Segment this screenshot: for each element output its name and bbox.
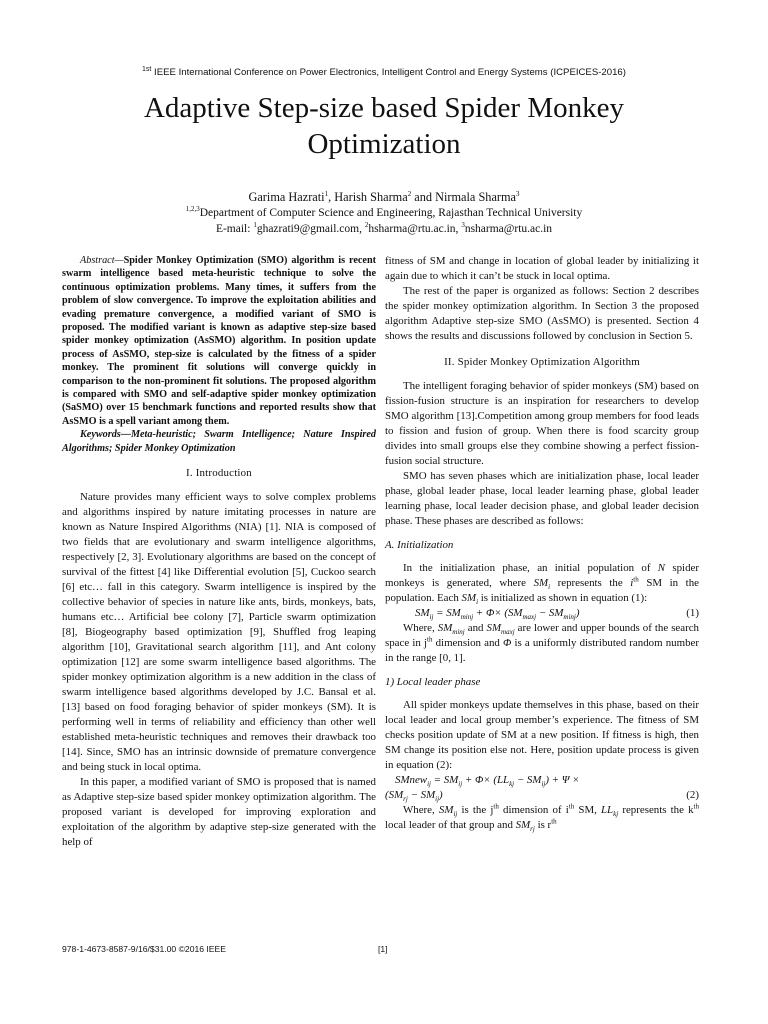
author-1: Garima Hazrati [248,190,325,204]
ll-kj-symbol: $LL_{kj}$ [601,804,619,819]
where-text: dimension and [432,637,504,649]
init-text: represents the [550,577,631,589]
intro-paragraph-1: Nature provides many efficient ways to solve complex problems and algorithms inspired by nature imitating processes in nature are known as Nature Inspired Algorithms (NIA) [1]. NIA is composed of two fields that are evolutionary and swarm intelligence algorithms, respectively [2, 3]. Evolutionary algorithms are based on the concept of survival of the fittest [4] like Differential evolution [5], Cuckoo search [6] etc… fall in this category. Swarm intelligence is inspired by the collective behavior of species in nature like ants, birds, monkeys, bats, humans etc… Artificial bee colony [7], Particle swarm optimization [8], Biogeography based optimization [9], Shuffled frog leaping algorithm [10], Gravitational search algorithm [11], and Ant colony optimization [12] are some swarm intelligence based algorithms. The spider monkey optimization algorithm is a new addition in the class of swarm intelligence based algorithms developed by J.C. Bansal et al. [13] based on food foraging behavior of spider monkeys (SM). It is performing well in terms of reliability and efficiency than other well established meta-heuristic techniques and removes their drawback too [14]. Since, SMO has an intrinsic downside of premature convergence and being stuck in local optima. [62,491,376,774]
affiliation-text: Department of Computer Science and Engineering, Rajasthan Technical University [199,207,583,219]
sm-max-symbol: $SM_{maxj}$ [486,622,515,637]
where-2-paragraph [385,803,699,833]
where-text: and [464,622,487,634]
author-1-sup: 1 [324,189,329,198]
where-text: dimension of i [498,804,569,816]
equation-2-line-2 [385,788,699,803]
author-3: Nirmala Sharma [435,190,517,204]
paper-title: Adaptive Step-size based Spider Monkey Optimization [143,92,624,160]
footer-isbn: 978-1-4673-8587-9/16/$31.00 ©2016 IEEE [62,944,227,954]
init-text: In the initialization phase, an initial population of [403,562,658,574]
subsection-a-heading: A. Initialization [385,539,454,551]
equation-2-number: (2) [686,789,699,801]
sm-ij-symbol: $SM_{ij}$ [438,804,458,819]
equation-2-formula: $(SM_{rj} - SM_{ij})$ [385,789,443,804]
where-1-paragraph [385,621,699,666]
smo-paragraph-1: The intelligent foraging behavior of spider monkeys (SM) based on fission-fusion structure is an inspiration for researchers to develop SMO algorithm [13].Competition among group members for food leads to fission and fusion of group. When there is food scarcity group divides into small groups else they combine showing a perfect fission-fusion social structure. [385,380,699,467]
email-label: E-mail: [215,223,254,235]
conference-ordinal-suffix: st [145,65,152,73]
section-2-heading: II. Spider Monkey Optimization Algorithm [444,356,640,368]
affiliation-sup: 1,2,3 [185,205,200,214]
email-line [0,223,768,235]
sm-rj-symbol: $SM_{rj}$ [515,819,535,834]
local-leader-paragraph: All spider monkeys update themselves in this phase, based on their local leader and local group member’s experience. The fitness of SM checks position update of SM at a new position. If fitness is high, then SM change its position else not. Here, position update process is given in equation (2): [385,699,699,771]
left-column [62,254,376,850]
author-2-sup: 2 [407,189,412,198]
init-text: is initialized as shown in equation (1): [478,592,648,604]
author-list [0,190,768,205]
equation-1-formula: $SM_{ij} = SM_{minj} + \Phi\times (SM_{maxj} - SM_{minj})$ [415,607,580,622]
where-text: SM, [574,804,601,816]
abstract [62,254,376,428]
abstract-lead: Abstract [80,255,115,266]
right-column [385,254,699,833]
init-N: N [657,562,666,574]
author-separator: , [328,190,335,204]
email-1-sup: 1 [253,221,257,230]
intro-paragraph-2: In this paper, a modified variant of SMO is proposed that is named as Adaptive step-size based spider monkey optimization algorithm. The proposed variant is developed for improving exploration and exploitation of the algorithm by adaptive step-size generated with the help of [62,776,376,849]
author-separator: and [411,190,436,204]
init-text: spider monkeys is generated, where [385,562,699,589]
author-3-sup: 3 [516,189,520,198]
where-th: th [568,802,575,811]
where-th: th [427,635,433,644]
email-1[interactable]: ghazrati9@gmail.com, [256,223,365,235]
footer-page-number: [1] [378,944,388,954]
abstract-body: Spider Monkey Optimization (SMO) algorithm is recent swarm intelligence based meta-heuristic technique to solve the continuous optimization problems. Many times, it suffers from the problem of slow convergence. To improve the exploitation abilities and evading premature convergence, a modified variant of SMO is proposed. The modified variant is known as adaptive step-size based spider monkey optimization (AsSMO) algorithm. In position update process of AsSMO, step-size is calculated by the fitness of a spider monkey. The prominent fit solutions will converge quickly in comparison to the non-prominent fit solutions. The proposed algorithm is compared with SMO and self-adaptive spider monkey optimization (SaSMO) over 15 benchmark functions and reported results show that AsSMO is a spell variant among them. [62,255,376,427]
email-2-sup: 2 [364,221,369,230]
where-th: th [693,802,699,811]
where-text: is r [534,819,552,831]
subsection-1-heading: 1) Local leader phase [385,676,481,688]
conference-header [0,67,768,78]
equation-2-line-1: SMnew$_{ij}$ = $SM_{ij} + \Phi\times (LL_{kj} - SM_{ij}) + \Psi$ × [395,774,580,789]
phi-symbol: Φ [503,637,512,649]
where-text: is the j [457,804,494,816]
sm-i-symbol: $SM_i$ [533,577,551,592]
conference-ordinal-num: 1 [142,65,146,73]
abstract-dash: — [114,255,124,266]
intro-continuation: fitness of SM and change in location of global leader by initializing it again due to which it can’t be stuck in local optima. [385,255,699,282]
init-text: SM in the population. Each [385,577,699,604]
where-text: is a uniformly distributed random number in the range [0, 1]. [385,637,699,664]
where-th: th [493,802,499,811]
where-text: Where, [403,804,439,816]
section-1-heading: I. Introduction [186,467,252,480]
equation-1 [385,606,699,621]
email-3-sup: 3 [461,221,465,230]
where-text: Where, [403,622,438,634]
sm-min-symbol: $SM_{minj}$ [437,622,465,637]
keywords: Keywords—Meta-heuristic; Swarm Intelligence; Nature Inspired Algorithms; Spider Monkey Optimization [62,429,376,454]
init-th: th [633,575,639,584]
init-i: i [630,577,634,589]
affiliation [0,207,768,219]
author-2: Harish Sharma [334,190,408,204]
where-text: local leader of that group and [385,819,516,831]
conference-name: IEEE International Conference on Power Electronics, Intelligent Control and Energy Systems (ICPEICES-2016) [151,67,626,78]
paper-organization: The rest of the paper is organized as follows: Section 2 describes the spider monkey optimization algorithm. In Section 3 the proposed algorithm Adaptive step-size SMO (AsSMO) is presented. Section 4 shows the results and discussions followed by conclusion in Section 5. [385,285,699,342]
initialization-paragraph [385,561,699,606]
where-th: th [551,817,557,826]
where-text: represents the k [618,804,694,816]
email-3[interactable]: nsharma@rtu.ac.in [464,223,553,235]
where-text: are lower and upper bounds of the search space in j [385,622,700,649]
smo-paragraph-2: SMO has seven phases which are initialization phase, local leader phase, global leader phase, local leader learning phase, global leader learning phase, local leader decision phase, and global leader decision phase. These phases are described as follows: [385,470,699,527]
equation-1-number: (1) [686,607,699,619]
email-2[interactable]: hsharma@rtu.ac.in, [368,223,462,235]
sm-i-symbol: $SM_i$ [461,592,479,607]
